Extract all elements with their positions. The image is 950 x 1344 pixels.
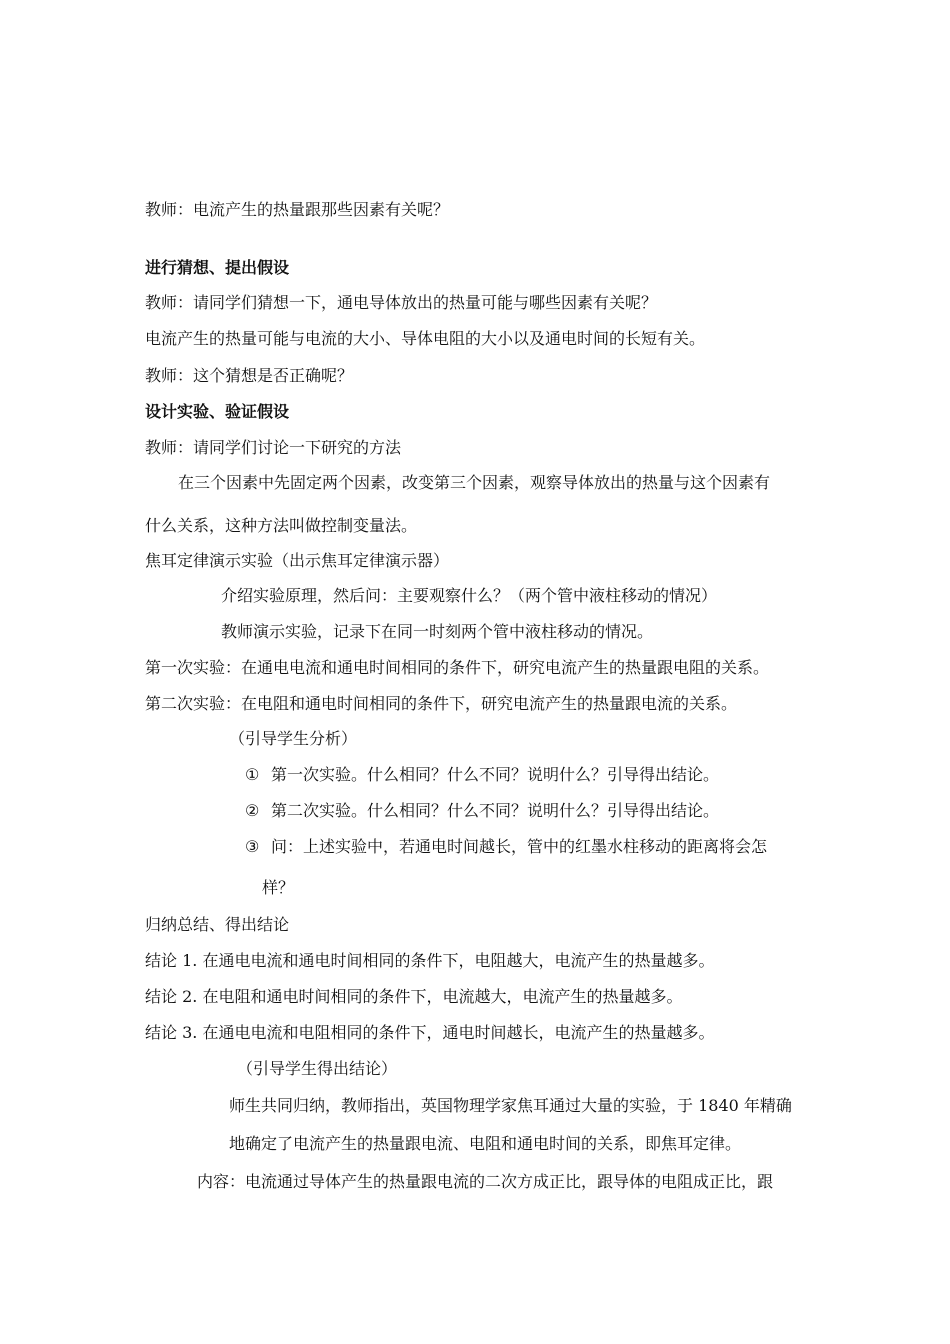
joule-paragraph-line-1: 师生共同归纳，教师指出，英国物理学家焦耳通过大量的实验，于 1840 年精确 [229, 1096, 792, 1115]
method-paragraph-line-1: 在三个因素中先固定两个因素，改变第三个因素，观察导体放出的热量与这个因素有 [178, 473, 771, 492]
guide-conclusion-line: （引导学生得出结论） [237, 1059, 398, 1078]
joule-law-content-line: 内容：电流通过导体产生的热量跟电流的二次方成正比，跟导体的电阻成正比，跟 [197, 1172, 774, 1191]
demo-intro-line: 介绍实验原理，然后问：主要观察什么？（两个管中液柱移动的情况） [221, 586, 718, 605]
analysis-text-2: 第二次实验。什么相同？什么不同？说明什么？引导得出结论。 [271, 801, 720, 820]
section-heading-hypothesis: 进行猜想、提出假设 [145, 258, 290, 277]
analysis-item-2 [245, 800, 719, 822]
item-marker-2: ② [245, 801, 260, 820]
teacher-check-line: 教师：这个猜想是否正确呢？ [145, 366, 354, 385]
demo-heading-line: 焦耳定律演示实验（出示焦耳定律演示器） [145, 551, 450, 570]
demo-record-line: 教师演示实验，记录下在同一时刻两个管中液柱移动的情况。 [221, 622, 654, 641]
teacher-prompt-line: 教师：请同学们猜想一下，通电导体放出的热量可能与哪些因素有关呢？ [145, 293, 658, 312]
analysis-text-3-continued: 样？ [262, 878, 295, 897]
second-experiment-line: 第二次实验：在电阻和通电时间相同的条件下，研究电流产生的热量跟电流的关系。 [145, 694, 738, 713]
item-marker-1: ① [245, 765, 260, 784]
teacher-question-line: 教师：电流产生的热量跟那些因素有关呢？ [145, 200, 450, 219]
item-marker-3: ③ [245, 837, 260, 856]
section-heading-experiment: 设计实验、验证假设 [145, 402, 290, 421]
conclusion-3-line: 结论 3. 在通电电流和电阻相同的条件下，通电时间越长，电流产生的热量越多。 [145, 1023, 715, 1042]
conclusion-1-line: 结论 1. 在通电电流和通电时间相同的条件下，电阻越大，电流产生的热量越多。 [145, 951, 715, 970]
conclusion-2-line: 结论 2. 在电阻和通电时间相同的条件下，电流越大，电流产生的热量越多。 [145, 987, 683, 1006]
summary-heading-line: 归纳总结、得出结论 [145, 915, 290, 934]
teacher-method-line: 教师：请同学们讨论一下研究的方法 [145, 438, 402, 457]
analysis-text-3: 问：上述实验中，若通电时间越长，管中的红墨水柱移动的距离将会怎 [271, 837, 768, 856]
guide-analysis-line: （引导学生分析） [229, 729, 358, 748]
joule-paragraph-line-2: 地确定了电流产生的热量跟电流、电阻和通电时间的关系，即焦耳定律。 [229, 1134, 742, 1153]
analysis-item-1 [245, 764, 719, 786]
analysis-item-3 [245, 836, 767, 858]
first-experiment-line: 第一次实验：在通电电流和通电时间相同的条件下，研究电流产生的热量跟电阻的关系。 [145, 658, 770, 677]
hypothesis-line: 电流产生的热量可能与电流的大小、导体电阻的大小以及通电时间的长短有关。 [145, 329, 706, 348]
method-paragraph-line-2: 什么关系，这种方法叫做控制变量法。 [145, 516, 418, 535]
analysis-text-1: 第一次实验。什么相同？什么不同？说明什么？引导得出结论。 [271, 765, 720, 784]
